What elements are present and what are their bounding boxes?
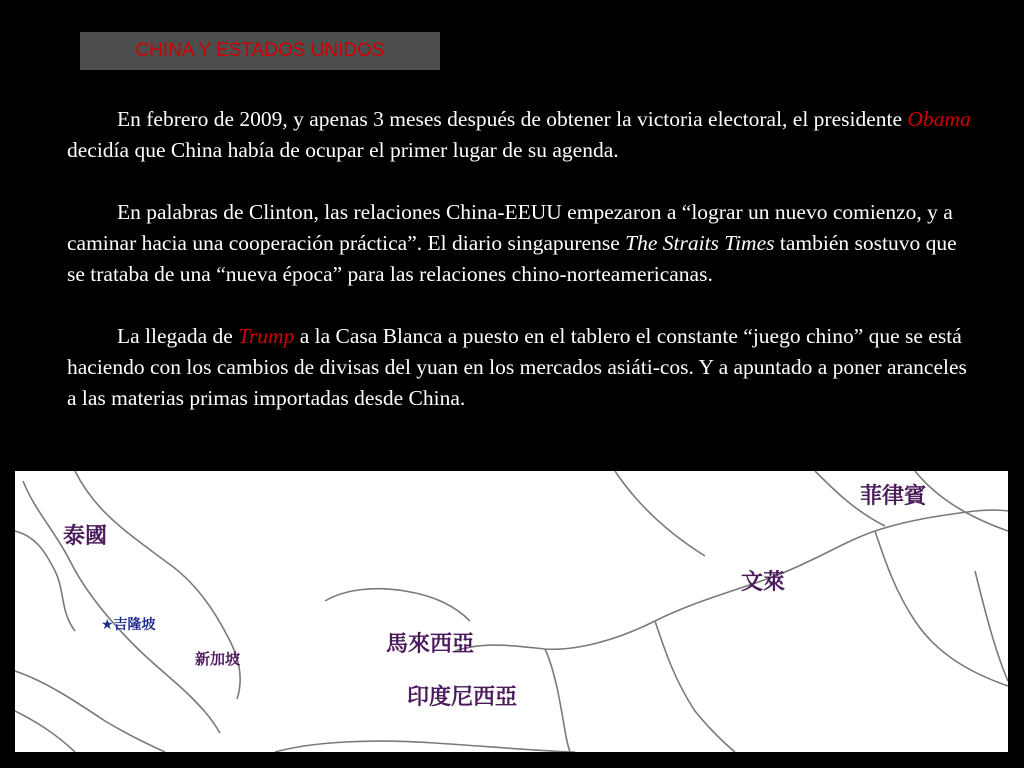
- p2-text-b: también sostuvo que se trataba de una “nueva época” para las relaciones chino-norteamericanas.: [67, 231, 957, 286]
- label-malaysia: 馬來西亞: [386, 632, 475, 657]
- publication-name: The Straits Times: [625, 231, 775, 255]
- body-text: [67, 104, 972, 414]
- label-singapore: 新加坡: [195, 650, 241, 668]
- p3-text-b: a la Casa Blanca a puesto en el tablero el constante “juego chino” que se está haciendo con los cambios de divisas del yuan en los mercados asiáti-cos. Y a apuntado a poner aranceles a las materias primas importadas desde China.: [67, 324, 967, 410]
- label-philippines: 菲律賓: [860, 484, 927, 509]
- paragraph-1: [67, 104, 972, 166]
- p1-text-b: decidía que China había de ocupar el primer lugar de su agenda.: [67, 138, 619, 162]
- name-obama: Obama: [907, 107, 971, 131]
- name-trump: Trump: [238, 324, 295, 348]
- p3-text-a: La llegada de: [117, 324, 239, 348]
- southeast-asia-map: [15, 471, 1008, 752]
- p2-text-a: En palabras de Clinton, las relaciones China-EEUU empezaron a “lograr un nuevo comienzo, y a caminar hacia una cooperación práctica”. El diario singapurense: [67, 200, 953, 255]
- label-thailand: 泰國: [63, 524, 108, 549]
- slide-title: CHINA Y ESTADOS UNIDOS: [80, 32, 440, 70]
- label-brunei: 文萊: [741, 570, 786, 595]
- label-indonesia: 印度尼西亞: [407, 685, 518, 710]
- label-kuala-lumpur: ★吉隆坡: [101, 617, 156, 633]
- map-drawing: [15, 471, 1008, 752]
- p1-text-a: En febrero de 2009, y apenas 3 meses después de obtener la victoria electoral, el presidente: [117, 107, 908, 131]
- paragraph-3: [67, 321, 972, 414]
- paragraph-2: [67, 197, 972, 290]
